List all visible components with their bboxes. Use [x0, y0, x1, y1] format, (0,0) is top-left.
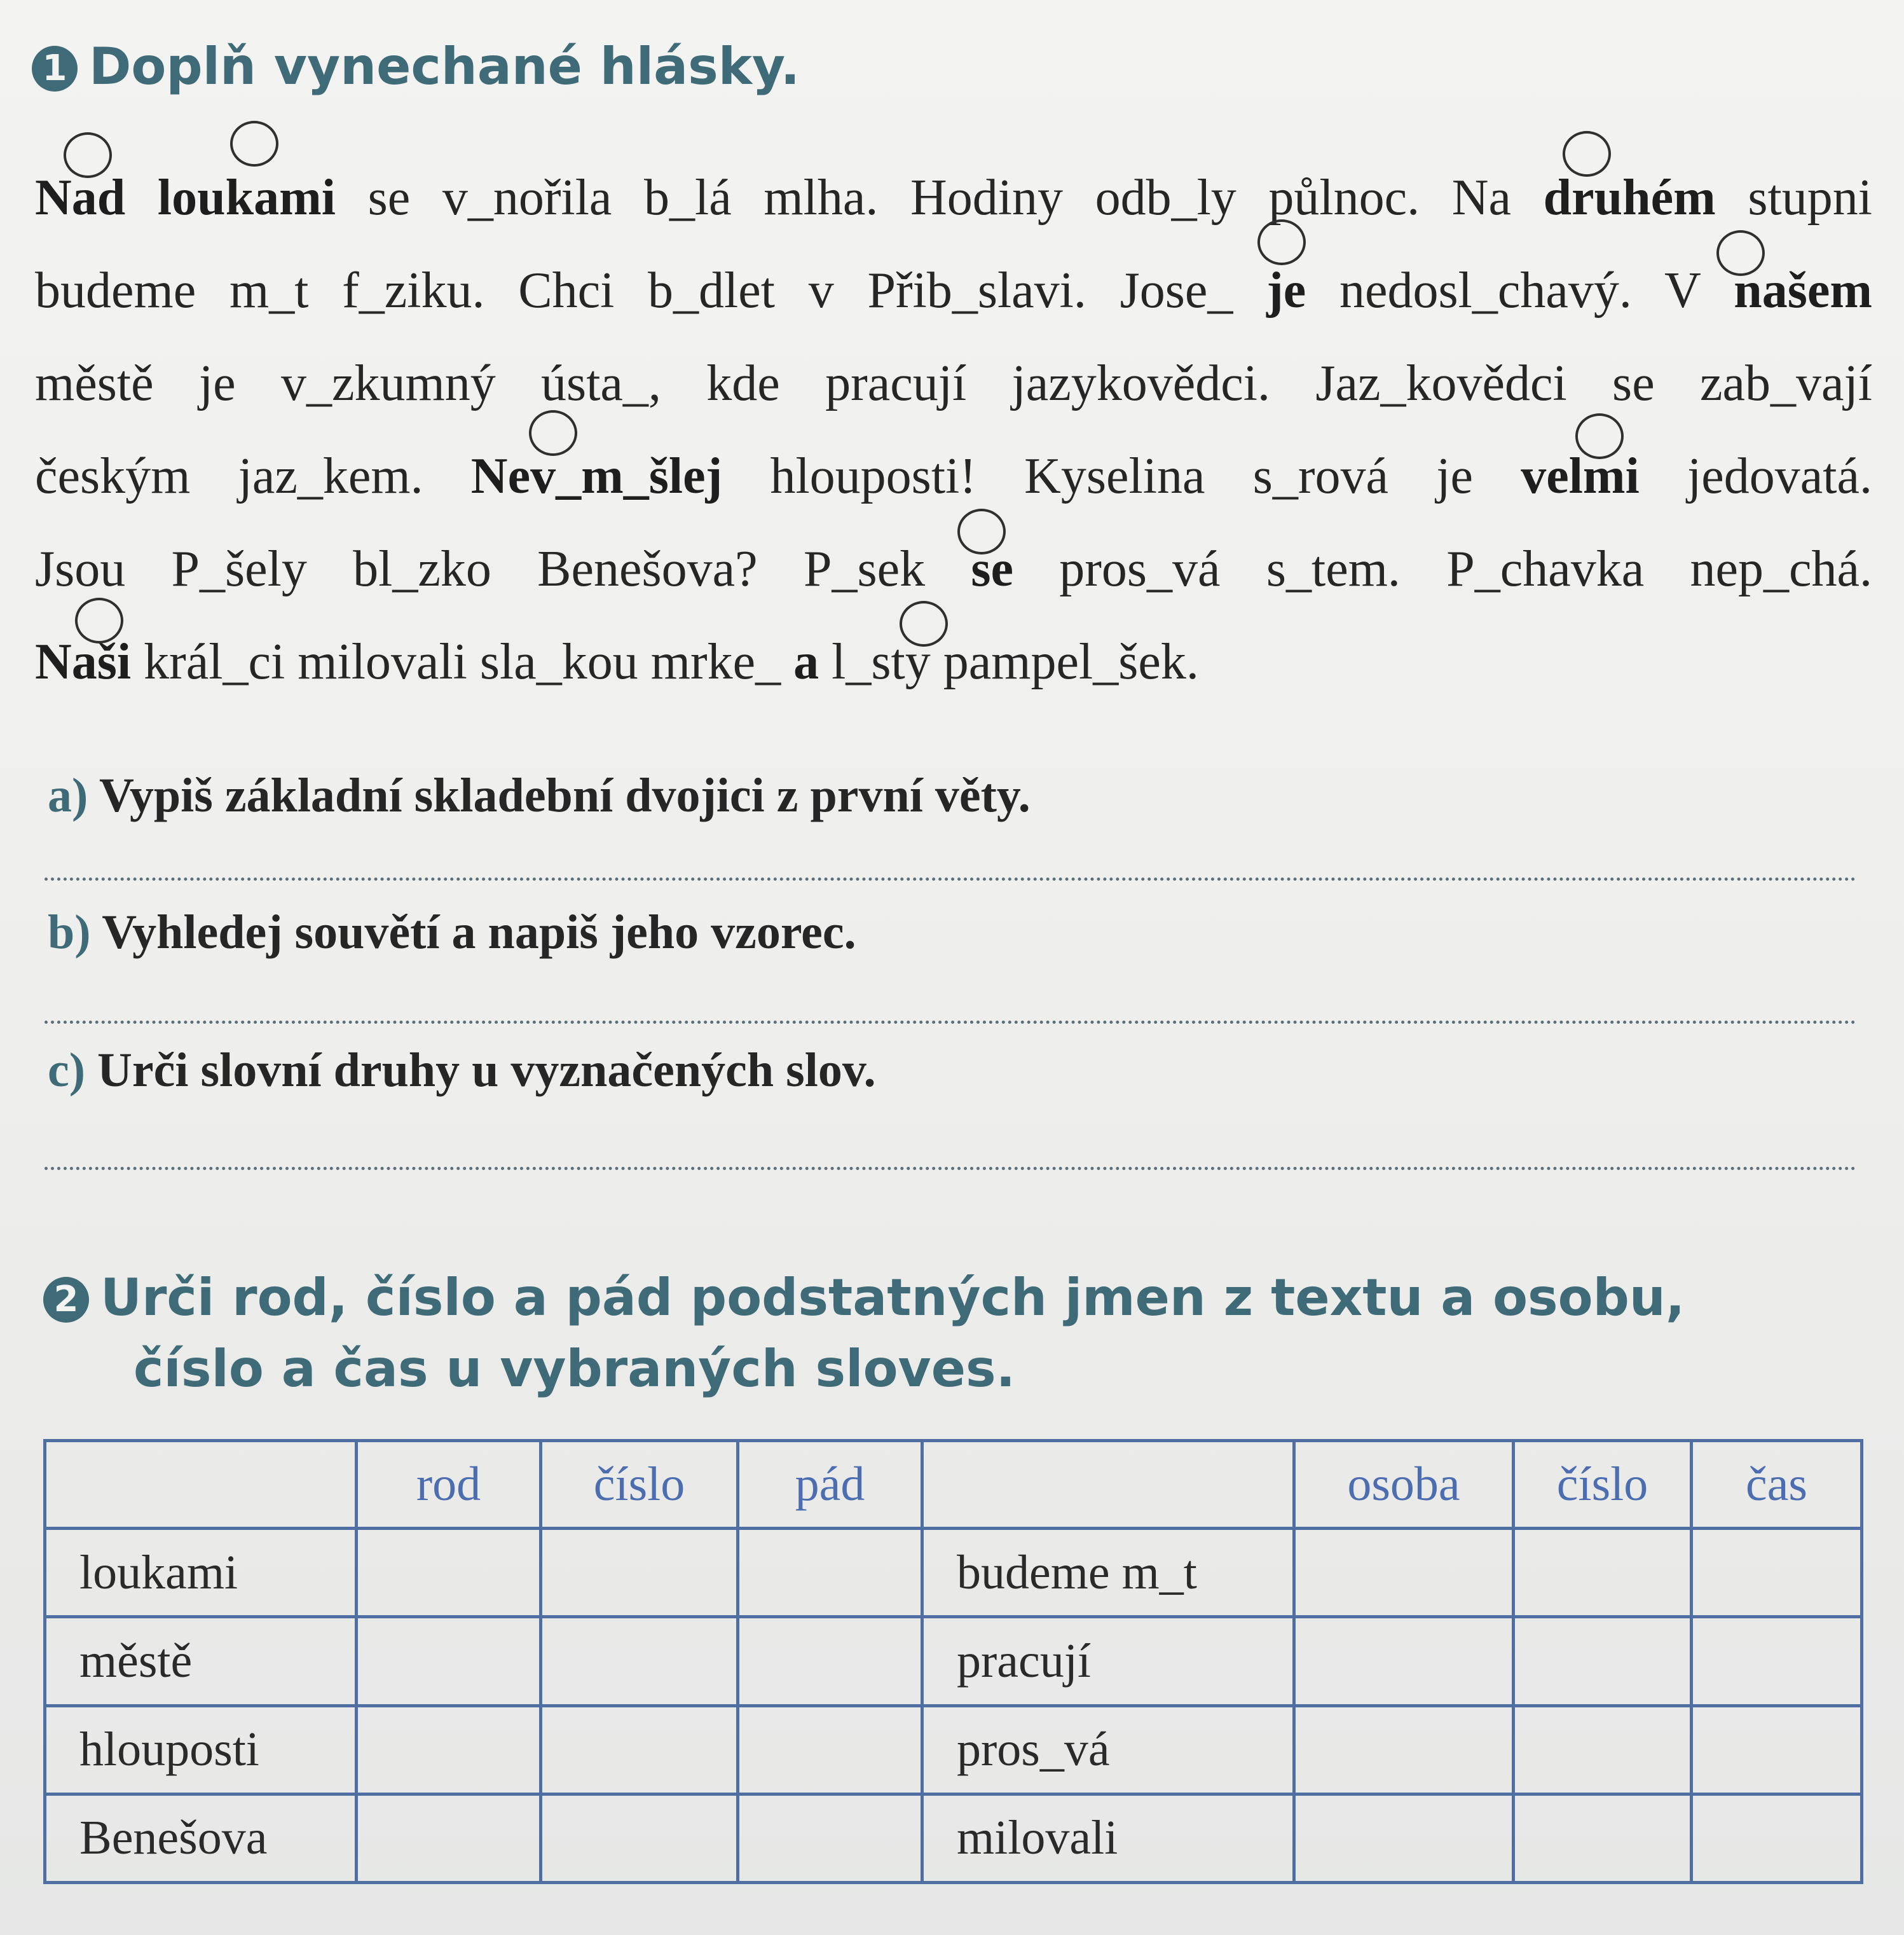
- pencil-circle: [1716, 230, 1765, 276]
- text-segment: městě je v_zkumný ústa_, kde pracují jazykovědci. Jaz_kovědci se zab_vají: [35, 355, 1872, 411]
- answer-cell[interactable]: [1294, 1705, 1514, 1794]
- header-cell: [45, 1441, 357, 1529]
- text-segment: Jsou P_šely bl_zko Benešova? P_sek: [35, 541, 971, 597]
- table-row: [45, 1705, 1862, 1794]
- answer-cell[interactable]: [738, 1529, 922, 1617]
- text-segment: jedovatá.: [1639, 448, 1872, 504]
- exercise-2-heading: [43, 1262, 1685, 1405]
- highlighted-word: našem: [1734, 263, 1872, 319]
- pencil-circle: [64, 132, 112, 178]
- task-a: [48, 768, 1031, 823]
- exercise-2-title-line1: Urči rod, číslo a pád podstatných jmen z textu a osobu,: [100, 1268, 1685, 1327]
- highlighted-word: velmi: [1521, 448, 1640, 504]
- answer-cell[interactable]: [1514, 1529, 1692, 1617]
- exercise-2-title-line2: číslo a čas u vybraných sloves.: [134, 1339, 1015, 1398]
- exercise-1-heading: [32, 32, 800, 102]
- answer-cell[interactable]: [541, 1794, 738, 1882]
- header-rod: rod: [357, 1441, 541, 1529]
- header-cell: [922, 1441, 1294, 1529]
- answer-cell[interactable]: [357, 1617, 541, 1705]
- pencil-circle: [1257, 219, 1306, 265]
- header-cas: čas: [1692, 1441, 1862, 1529]
- answer-cell[interactable]: [541, 1529, 738, 1617]
- highlighted-word: je: [1266, 263, 1306, 319]
- answer-cell[interactable]: [1294, 1794, 1514, 1882]
- header-cislo: číslo: [1514, 1441, 1692, 1529]
- answer-cell[interactable]: [357, 1529, 541, 1617]
- answer-cell[interactable]: [1692, 1705, 1862, 1794]
- answer-cell[interactable]: [357, 1705, 541, 1794]
- table-row: [45, 1617, 1862, 1705]
- answer-cell[interactable]: [1294, 1617, 1514, 1705]
- answer-cell[interactable]: [1692, 1794, 1862, 1882]
- verb-cell: pracují: [922, 1617, 1294, 1705]
- text-segment: stupni: [1715, 170, 1873, 226]
- table-header-row: [45, 1441, 1862, 1529]
- highlighted-word: a: [793, 634, 819, 690]
- highlighted-word: druhém: [1543, 170, 1716, 226]
- pencil-circle: [529, 410, 577, 456]
- text-segment: nedosl_chavý. V: [1306, 263, 1734, 319]
- text-segment: král_ci milovali sla_kou mrke_: [131, 634, 794, 690]
- verb-cell: milovali: [922, 1794, 1294, 1882]
- answer-cell[interactable]: [541, 1705, 738, 1794]
- text-segment: l_sty pampel_šek.: [819, 634, 1199, 690]
- header-cislo: číslo: [541, 1441, 738, 1529]
- task-letter: b): [48, 906, 91, 959]
- pencil-circle: [230, 121, 278, 167]
- answer-cell[interactable]: [357, 1794, 541, 1882]
- task-b: [48, 905, 856, 960]
- answer-cell[interactable]: [738, 1705, 922, 1794]
- pencil-circle: [957, 509, 1006, 554]
- pencil-circle: [75, 598, 123, 644]
- noun-cell: Benešova: [45, 1794, 357, 1882]
- task-text: Vypiš základní skladební dvojici z první věty.: [99, 769, 1031, 822]
- pencil-circle: [1575, 413, 1624, 459]
- grammar-table: [43, 1439, 1863, 1884]
- text-line: [35, 616, 1872, 708]
- answer-line-c[interactable]: [45, 1167, 1856, 1170]
- highlighted-word: Nad loukami: [35, 170, 336, 226]
- exercise-number-badge: 2: [43, 1277, 89, 1323]
- pencil-circle: [900, 601, 948, 647]
- highlighted-word: se: [971, 541, 1014, 597]
- task-letter: a): [48, 769, 88, 822]
- answer-cell[interactable]: [1514, 1705, 1692, 1794]
- text-line: [35, 523, 1872, 616]
- text-line: [35, 244, 1872, 337]
- answer-line-b[interactable]: [45, 1021, 1856, 1024]
- answer-cell[interactable]: [738, 1794, 922, 1882]
- header-osoba: osoba: [1294, 1441, 1514, 1529]
- header-pad: pád: [738, 1441, 922, 1529]
- noun-cell: loukami: [45, 1529, 357, 1617]
- text-segment: pros_vá s_tem. P_chavka nep_chá.: [1013, 541, 1873, 597]
- answer-cell[interactable]: [1514, 1617, 1692, 1705]
- text-segment: budeme m_t f_ziku. Chci b_dlet v Přib_slavi. Jose_: [35, 263, 1267, 319]
- task-text: Vyhledej souvětí a napiš jeho vzorec.: [102, 906, 856, 959]
- text-segment: českým jaz_kem.: [35, 448, 471, 504]
- exercise-number-badge: 1: [32, 46, 78, 92]
- text-segment: se v_nořila b_lá mlha. Hodiny odb_ly půlnoc. Na: [335, 170, 1544, 226]
- text-segment: hlouposti! Kyselina s_rová je: [722, 448, 1521, 504]
- highlighted-word: Nev_m_šlej: [470, 448, 723, 504]
- answer-cell[interactable]: [1294, 1529, 1514, 1617]
- answer-cell[interactable]: [738, 1617, 922, 1705]
- table-row: [45, 1794, 1862, 1882]
- table-row: [45, 1529, 1862, 1617]
- noun-cell: městě: [45, 1617, 357, 1705]
- task-c: [48, 1043, 876, 1098]
- answer-cell[interactable]: [1514, 1794, 1692, 1882]
- highlighted-word: Naši: [35, 634, 132, 690]
- exercise-1-title: Doplň vynechané hlásky.: [89, 37, 800, 96]
- task-text: Urči slovní druhy u vyznačených slov.: [97, 1043, 876, 1097]
- answer-cell[interactable]: [1692, 1529, 1862, 1617]
- noun-cell: hlouposti: [45, 1705, 357, 1794]
- task-letter: c): [48, 1043, 86, 1097]
- verb-cell: budeme m_t: [922, 1529, 1294, 1617]
- answer-line-a[interactable]: [45, 878, 1856, 881]
- verb-cell: pros_vá: [922, 1705, 1294, 1794]
- answer-cell[interactable]: [541, 1617, 738, 1705]
- pencil-circle: [1563, 131, 1611, 177]
- answer-cell[interactable]: [1692, 1617, 1862, 1705]
